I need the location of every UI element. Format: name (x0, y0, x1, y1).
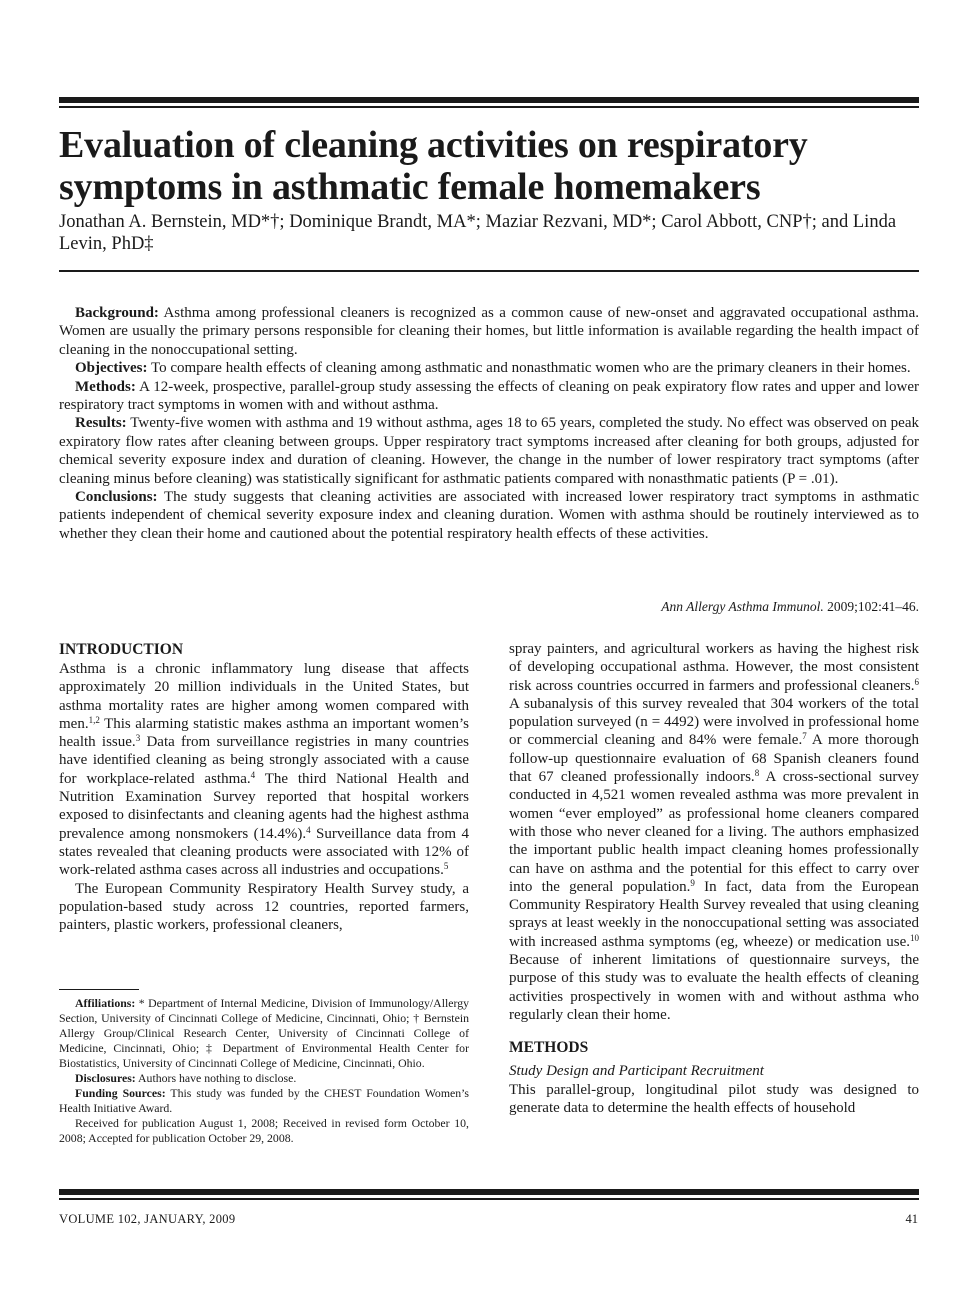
section-heading-methods: METHODS (509, 1039, 589, 1057)
footnote-label: Affiliations: (75, 996, 136, 1010)
abstract-objectives (59, 359, 919, 377)
reference-marker: 3 (135, 733, 141, 744)
intro-paragraph-1: Asthma is a chronic inflammatory lung disease that affects approximately 20 million individuals in the United States, but asthma mortality rates are higher among women compared with men.$^{1,2}$ This alarming statistic makes asthma an important women’s health issue.$^3$ Data from surveillance registries in many countries have identified cleaning as being strongly associated with a cause for workplace-related asthma.$^4$ The third National Health and Nutrition Examination Survey reported that hospital workers exposed to disinfectants and cleaning agents had the highest asthma prevalence among nonsmokers (14.4%).$^4$ Surveillance data from 4 states revealed that cleaning products were associated with 12% of work-related asthma cases across all industries and occupations.$^5$ (59, 661, 470, 879)
footnote-label: Disclosures: (75, 1071, 136, 1085)
abstract-text: The study suggests that cleaning activities are associated with increased lower respiratory tract symptoms in asthmatic patients independent of chemical severity exposure index and cleaning duration. Women with asthma should be routinely interviewed as to whether they clean their home and cautioned about the potential respiratory health effects of these activities. (59, 489, 919, 542)
abstract-label: Methods: (75, 378, 136, 395)
footnotes (59, 996, 469, 1146)
abstract-text: Twenty-five women with asthma and 19 without asthma, ages 18 to 65 years, completed the study. No effect was observed on peak expiratory flow rates after cleaning between groups. Upper respiratory tract symptoms increased after cleaning for both groups, adjusted for chemical severity exposure index and duration of cleaning. However, the change in the number of lower respiratory tract symptoms (after cleaning minus before cleaning) was statistically significant for asthmatic patients compared with nonasthmatic patients (P = .01). (59, 415, 919, 487)
citation-details: 2009;102:41–46. (823, 599, 919, 614)
bottom-rule-thin (59, 1198, 919, 1200)
section-heading-introduction: INTRODUCTION (59, 641, 184, 658)
left-column (59, 640, 469, 934)
abstract-conclusions (59, 488, 919, 543)
reference-marker: 10 (910, 932, 919, 943)
abstract-label: Conclusions: (75, 489, 158, 506)
article-title: Evaluation of cleaning activities on respiratory symptoms in asthmatic female homemakers (59, 124, 808, 208)
footnote-received: Received for publication August 1, 2008; Received in revised form October 10, 2008; Accepted for publication October 29, 2008. (59, 1116, 469, 1145)
intro-paragraph-2: The European Community Respiratory Health Survey study, a population-based study across 12 countries, reported farmers, painters, plastic workers, professional cleaners, (59, 880, 469, 934)
reference-marker: 4 (306, 824, 311, 835)
footnote-rule (59, 989, 139, 990)
footnote-affiliations: Affiliations: * Department of Internal Medicine, Division of Immunology/Allergy Section, University of Cincinnati College of Medicine, Cincinnati, Ohio; † Bernstein Allergy Group/Clinical Research Center, University of Cincinnati College of Medicine, Cincinnati, Ohio; ‡ Department of Environmental Health Center for Biostatistics, University of Cincinnati College of Medicine, Cincinnati, Ohio. (59, 996, 469, 1070)
methods-paragraph-1: This parallel-group, longitudinal pilot study was designed to generate data to determine the health effects of household (509, 1081, 919, 1116)
abstract-methods (59, 378, 919, 415)
citation-journal: Ann Allergy Asthma Immunol. (661, 599, 824, 614)
abstract-results (59, 414, 919, 488)
page-number: 41 (905, 1212, 918, 1226)
author-list: Jonathan A. Bernstein, MD*†; Dominique Brandt, MA*; Maziar Rezvani, MD*; Carol Abbott, CNP†; and Linda Levin, PhD‡ (59, 212, 897, 254)
reference-marker: 7 (802, 731, 807, 742)
abstract (59, 304, 919, 543)
top-rule-thin (59, 106, 919, 108)
abstract-label: Background: (75, 305, 159, 321)
reference-marker: 6 (914, 676, 919, 687)
abstract-text: A 12-week, prospective, parallel-group study assessing the effects of cleaning on peak expiratory flow rates and upper and lower respiratory tract symptoms in women with and without asthma. (59, 378, 919, 414)
abstract-label: Objectives: (75, 360, 148, 377)
reference-marker: 9 (690, 877, 695, 888)
right-column (509, 640, 919, 1117)
abstract-text: To compare health effects of cleaning among asthmatic and nonasthmatic women who are the primary cleaners in their homes. (147, 360, 911, 377)
abstract-label: Results: (75, 415, 127, 432)
footnote-funding: Funding Sources: This study was funded by the CHEST Foundation Women’s Health Initiative Award. (59, 1086, 470, 1115)
bottom-rule-thick (59, 1189, 919, 1195)
header-divider (59, 270, 919, 272)
intro-paragraph-3: spray painters, and agricultural workers as having the highest risk of developing occupational asthma. However, the most consistent risk across countries occurred in farmers and professional cleaners.$^6$ A subanalysis of this survey revealed that 304 workers of the total population surveyed (n = 4492) were involved in professional home or commercial cleaning and 84% were female.$^7$ A more thorough follow-up questionnaire evaluation of 68 Spanish cleaners found that 67 cleaned professionally indoors.$^8$ A cross-sectional survey conducted in 4,521 women revealed asthma was more prevalent in women “ever employed” as professional home cleaners compared with those who never cleaned for a living. The authors emphasized the important public health impact cleaning homes professionally can have on asthma and the potential for this effect to carry over into the general population.$^9$ In fact, data from the European Community Respiratory Health Survey revealed that using cleaning sprays at least weekly in the nonoccupational setting was associated with increased asthma symptoms (eg, wheeze) or medication use.$^{10}$ Because of inherent limitations of questionnaire surveys, the purpose of this study was to evaluate the health effects of cleaning activities prospectively in women with and without asthma who regularly clean their home. (509, 641, 919, 1023)
abstract-background (59, 304, 919, 359)
reference-marker: 5 (443, 861, 449, 872)
footnote-disclosures: Disclosures: Authors have nothing to disclose. (75, 1071, 297, 1085)
top-rule-thick (59, 97, 919, 103)
footnote-label: Funding Sources: (75, 1086, 166, 1100)
reference-marker: 1,2 (88, 714, 100, 725)
subsection-heading: Study Design and Participant Recruitment (509, 1063, 764, 1080)
citation (661, 598, 919, 615)
footer-volume: VOLUME 102, JANUARY, 2009 (59, 1212, 236, 1226)
reference-marker: 4 (250, 769, 256, 780)
abstract-text: Asthma among professional cleaners is recognized as a common cause of new-onset and aggravated occupational asthma. Women are usually the primary persons responsible for cleaning their homes, but little information is available regarding the health impact of cleaning in the nonoccupational setting. (59, 305, 919, 358)
reference-marker: 8 (754, 768, 760, 779)
